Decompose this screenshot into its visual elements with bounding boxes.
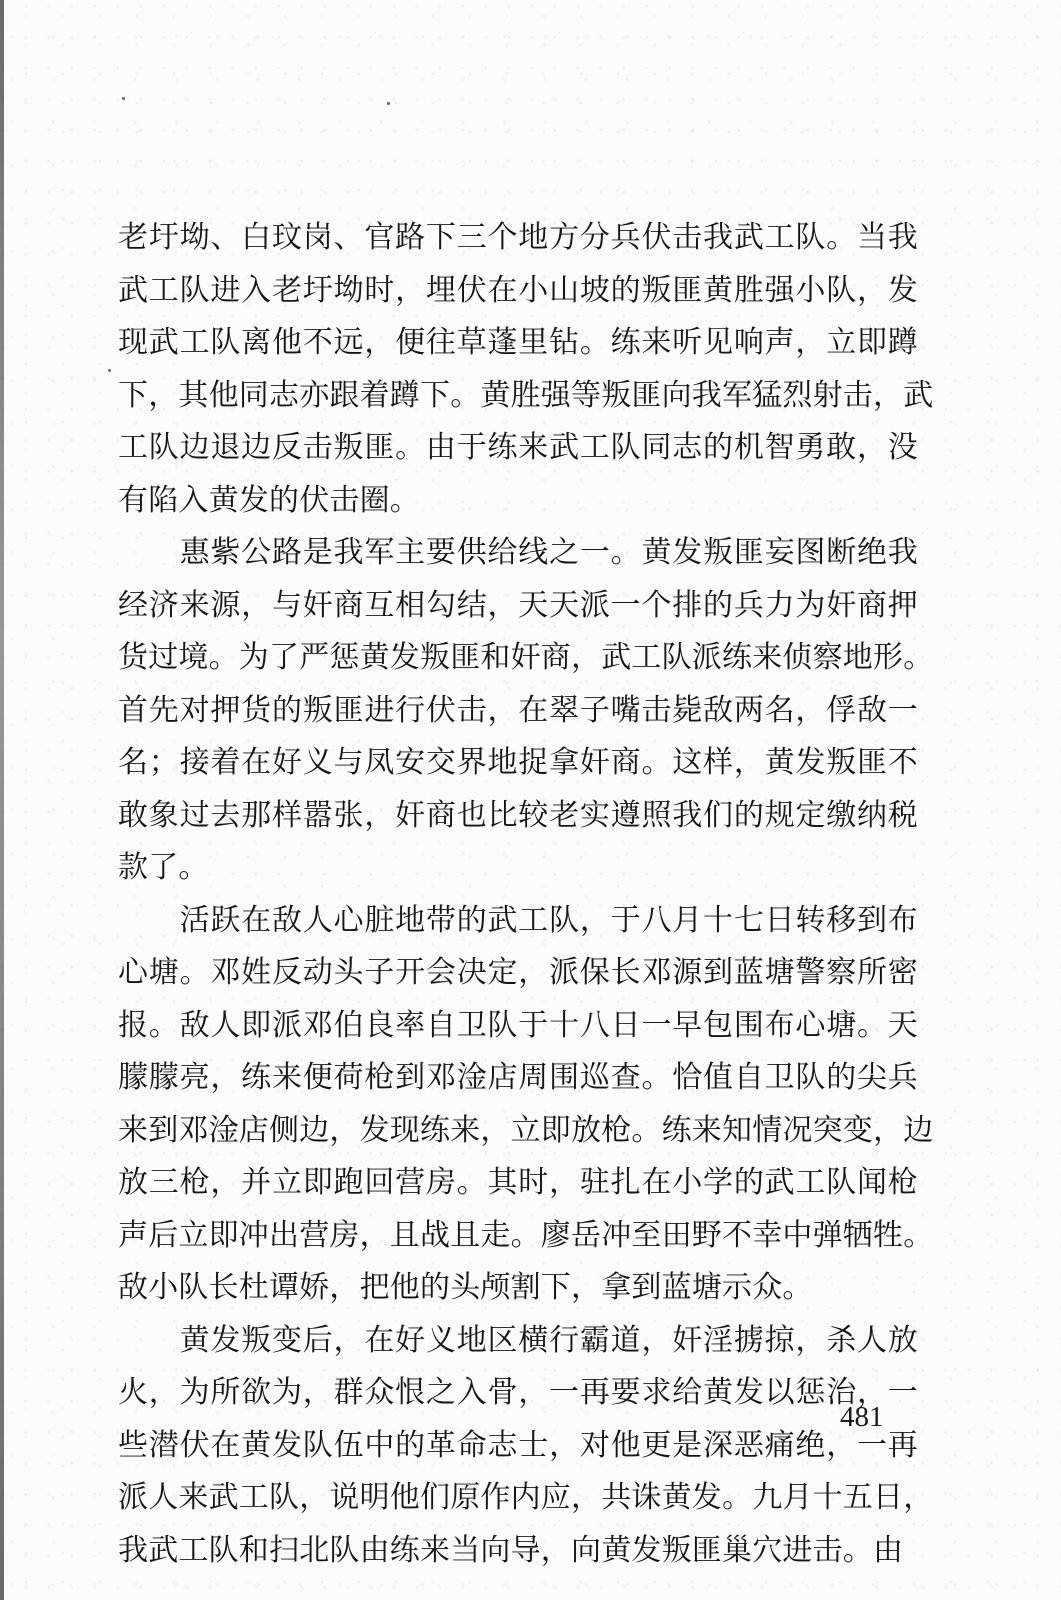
text-line: 老圩坳、白玟岗、官路下三个地方分兵伏击我武工队。当我 <box>118 220 918 255</box>
text-line: 货过境。为了严惩黄发叛匪和奸商，武工队派练来侦察地形。 <box>118 640 934 675</box>
text-line: 有陷入黄发的伏击圈。 <box>118 482 420 518</box>
text-line: 心塘。邓姓反动头子开会决定，派保长邓源到蓝塘警察所密 <box>118 955 918 990</box>
text-line: 款了。 <box>118 850 209 885</box>
text-line: 武工队进入老圩坳时，埋伏在小山坡的叛匪黄胜强小队，发 <box>118 272 918 308</box>
text-line: 活跃在敌人心脏地带的武工队，于八月十七日转移到布 <box>118 902 918 938</box>
text-line: 报。敌人即派邓伯良率自卫队于十八日一早包围布心塘。天 <box>118 1007 918 1043</box>
print-speck <box>122 97 125 100</box>
text-line: 经济来源，与奸商互相勾结，天天派一个排的兵力为奸商押 <box>118 587 918 623</box>
print-speck <box>108 369 111 372</box>
body-text <box>118 212 934 1577</box>
text-line: 声后立即冲出营房，且战且走。廖岳冲至田野不幸中弹牺牲。 <box>118 1217 934 1253</box>
page-binding-edge <box>0 0 4 1600</box>
text-line: 黄发叛变后，在好义地区横行霸道，奸淫掳掠，杀人放 <box>118 1322 918 1358</box>
text-line: 首先对押货的叛匪进行伏击，在翠子嘴击毙敌两名，俘敌一 <box>118 692 918 728</box>
text-line: 些潜伏在黄发队伍中的革命志士，对他更是深恶痛绝，一再 <box>118 1427 918 1463</box>
text-line: 工队边退边反击叛匪。由于练来武工队同志的机智勇敢，没 <box>118 430 918 465</box>
paragraph <box>118 895 934 1315</box>
text-line: 敢象过去那样嚣张，奸商也比较老实遵照我们的规定缴纳税 <box>118 797 918 833</box>
page-number: 481 <box>840 1401 884 1433</box>
paragraph <box>118 527 934 895</box>
text-line: 惠紫公路是我军主要供给线之一。黄发叛匪妄图断绝我 <box>118 535 918 570</box>
text-line: 朦朦亮，练来便荷枪到邓淦店周围巡查。恰值自卫队的尖兵 <box>118 1060 918 1095</box>
print-speck <box>387 102 390 105</box>
text-line: 火，为所欲为，群众恨之入骨，一再要求给黄发以惩治，一 <box>118 1375 918 1410</box>
paragraph <box>118 212 934 527</box>
text-line: 来到邓淦店侧边，发现练来，立即放枪。练来知情况突变，边 <box>118 1112 934 1148</box>
text-line: 我武工队和扫北队由练来当向导，向黄发叛匪巢穴进击。由 <box>118 1532 904 1568</box>
paragraph <box>118 1315 934 1578</box>
text-line: 派人来武工队，说明他们原作内应，共诛黄发。九月十五日， <box>118 1480 934 1515</box>
text-line: 放三枪，并立即跑回营房。其时，驻扎在小学的武工队闻枪 <box>118 1165 918 1200</box>
text-line: 敌小队长杜谭娇，把他的头颅割下，拿到蓝塘示众。 <box>118 1270 813 1305</box>
text-line: 名；接着在好义与凤安交界地捉拿奸商。这样，黄发叛匪不 <box>118 745 918 780</box>
text-line: 现武工队离他不远，便往草蓬里钻。练来听见响声，立即蹲 <box>118 325 918 360</box>
text-line: 下，其他同志亦跟着蹲下。黄胜强等叛匪向我军猛烈射击，武 <box>118 377 934 413</box>
